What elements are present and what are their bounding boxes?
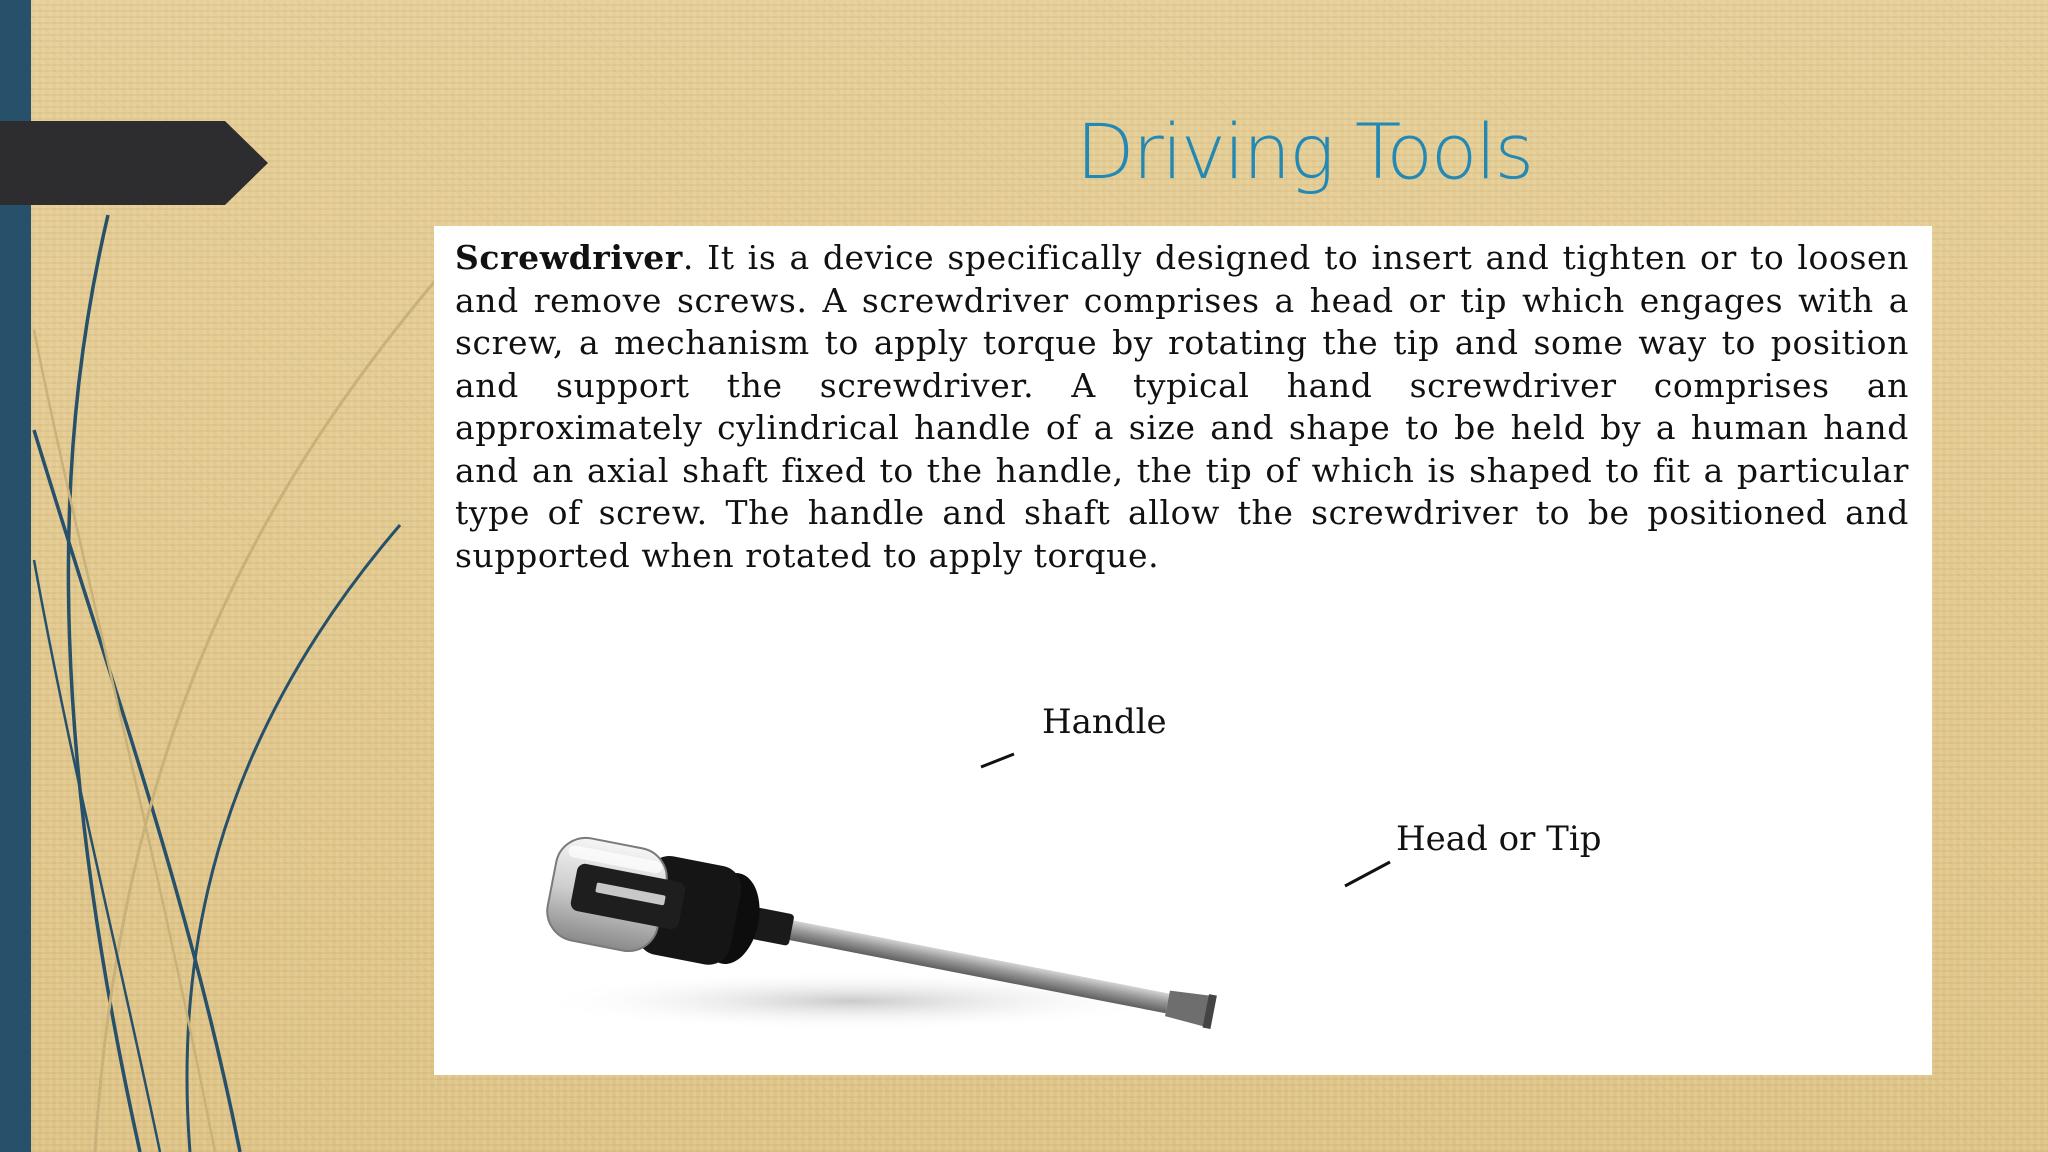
content-image — [434, 226, 1932, 1075]
handle-label: Handle — [1042, 702, 1167, 742]
definition-text: . It is a device specifically designed to insert and tighten or to loosen and remove screws. A screwdriver comprises a head or tip which engages with a screw, a mechanism to apply torque by rotating the tip and some way to position and support the screwdriver. A typical hand screwdriver comprises an approximately cylindrical handle of a size and shape to be held by a human hand and an axial shaft fixed to the handle, the tip of which is shaped to fit a particular type of screw. The handle and shaft allow the screwdriver to be positioned and supported when rotated to apply torque. — [455, 238, 1909, 575]
slide-title: Driving Tools — [1075, 107, 1533, 196]
term-label: Screwdriver — [455, 238, 683, 277]
tip-label: Head or Tip — [1396, 819, 1602, 859]
decor-curve-6 — [34, 560, 160, 1152]
screwdriver-illustration — [434, 226, 1932, 1075]
decor-curve-4 — [95, 275, 440, 1152]
handle-pointer-line — [981, 754, 1014, 767]
tip-pointer-line — [1345, 862, 1390, 886]
